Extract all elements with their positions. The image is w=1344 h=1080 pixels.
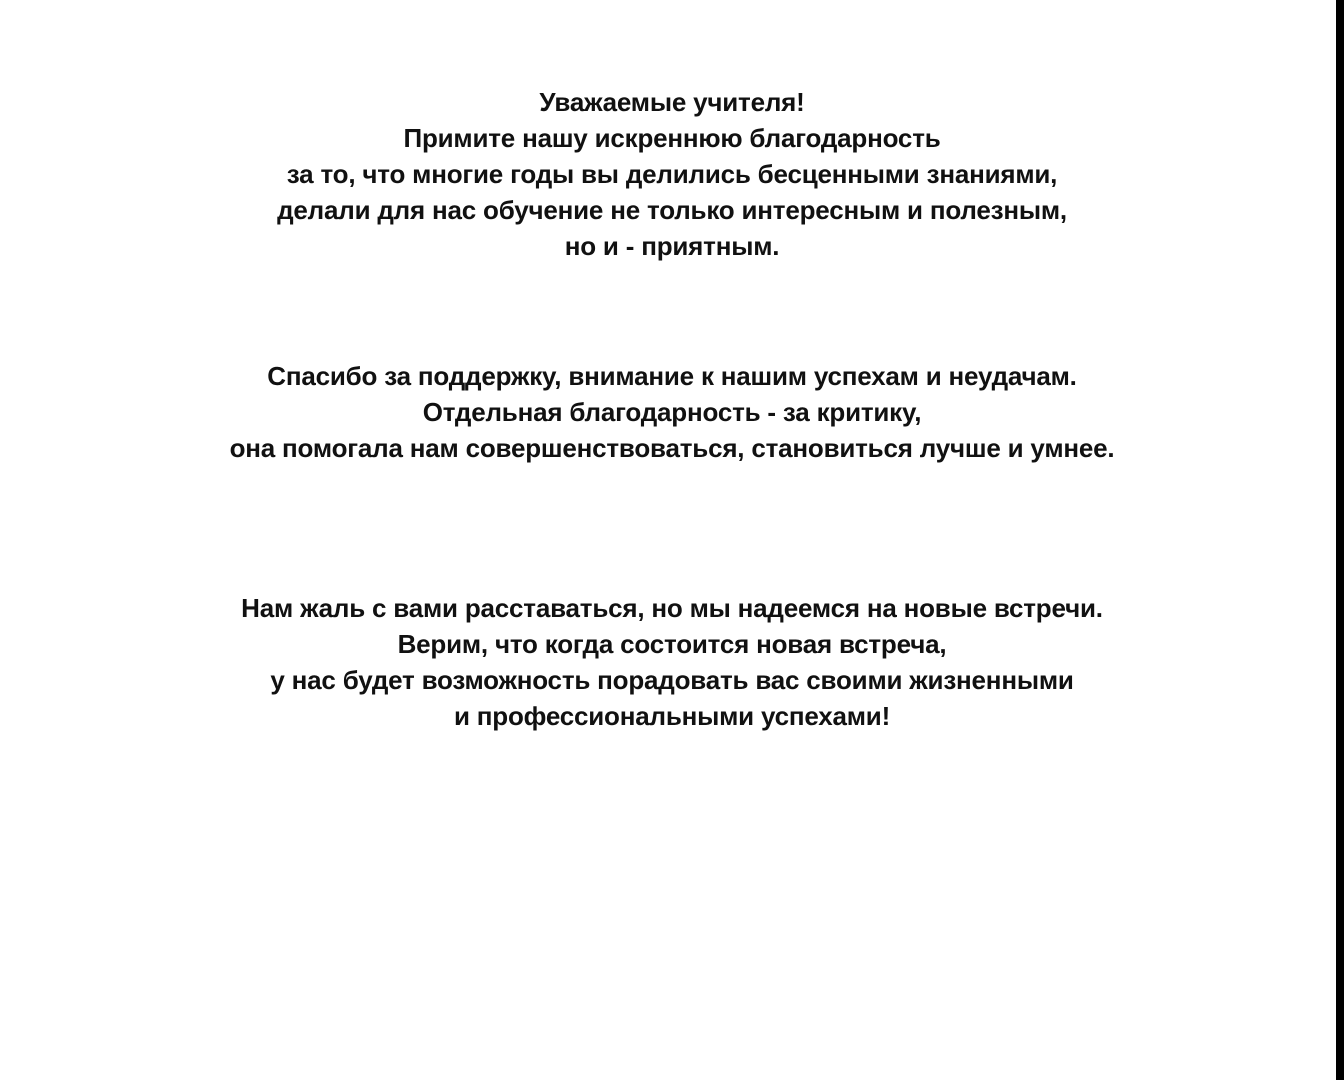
text-line: и профессиональными успехами! <box>453 701 891 731</box>
paragraph-farewell <box>0 590 1344 734</box>
text-line: она помогала нам совершенствоваться, становиться лучше и умнее. <box>229 433 1115 463</box>
paragraph-greeting <box>0 84 1344 264</box>
text-line: за то, что многие годы вы делились бесценными знаниями, <box>286 159 1058 189</box>
paragraph-thanks <box>0 358 1344 466</box>
text-line: Верим, что когда состоится новая встреча, <box>397 629 947 659</box>
text-line: Спасибо за поддержку, внимание к нашим успехам и неудачам. <box>267 361 1077 391</box>
right-border <box>1336 0 1344 1080</box>
text-line: Отдельная благодарность - за критику, <box>422 397 922 427</box>
text-line: но и - приятным. <box>564 231 780 261</box>
text-line: Нам жаль с вами расставаться, но мы надеемся на новые встречи. <box>241 593 1103 623</box>
text-line: у нас будет возможность порадовать вас своими жизненными <box>270 665 1074 695</box>
text-line: Примите нашу искреннюю благодарность <box>403 123 941 153</box>
text-line: Уважаемые учителя! <box>539 87 805 117</box>
text-line: делали для нас обучение не только интересным и полезным, <box>277 195 1067 225</box>
